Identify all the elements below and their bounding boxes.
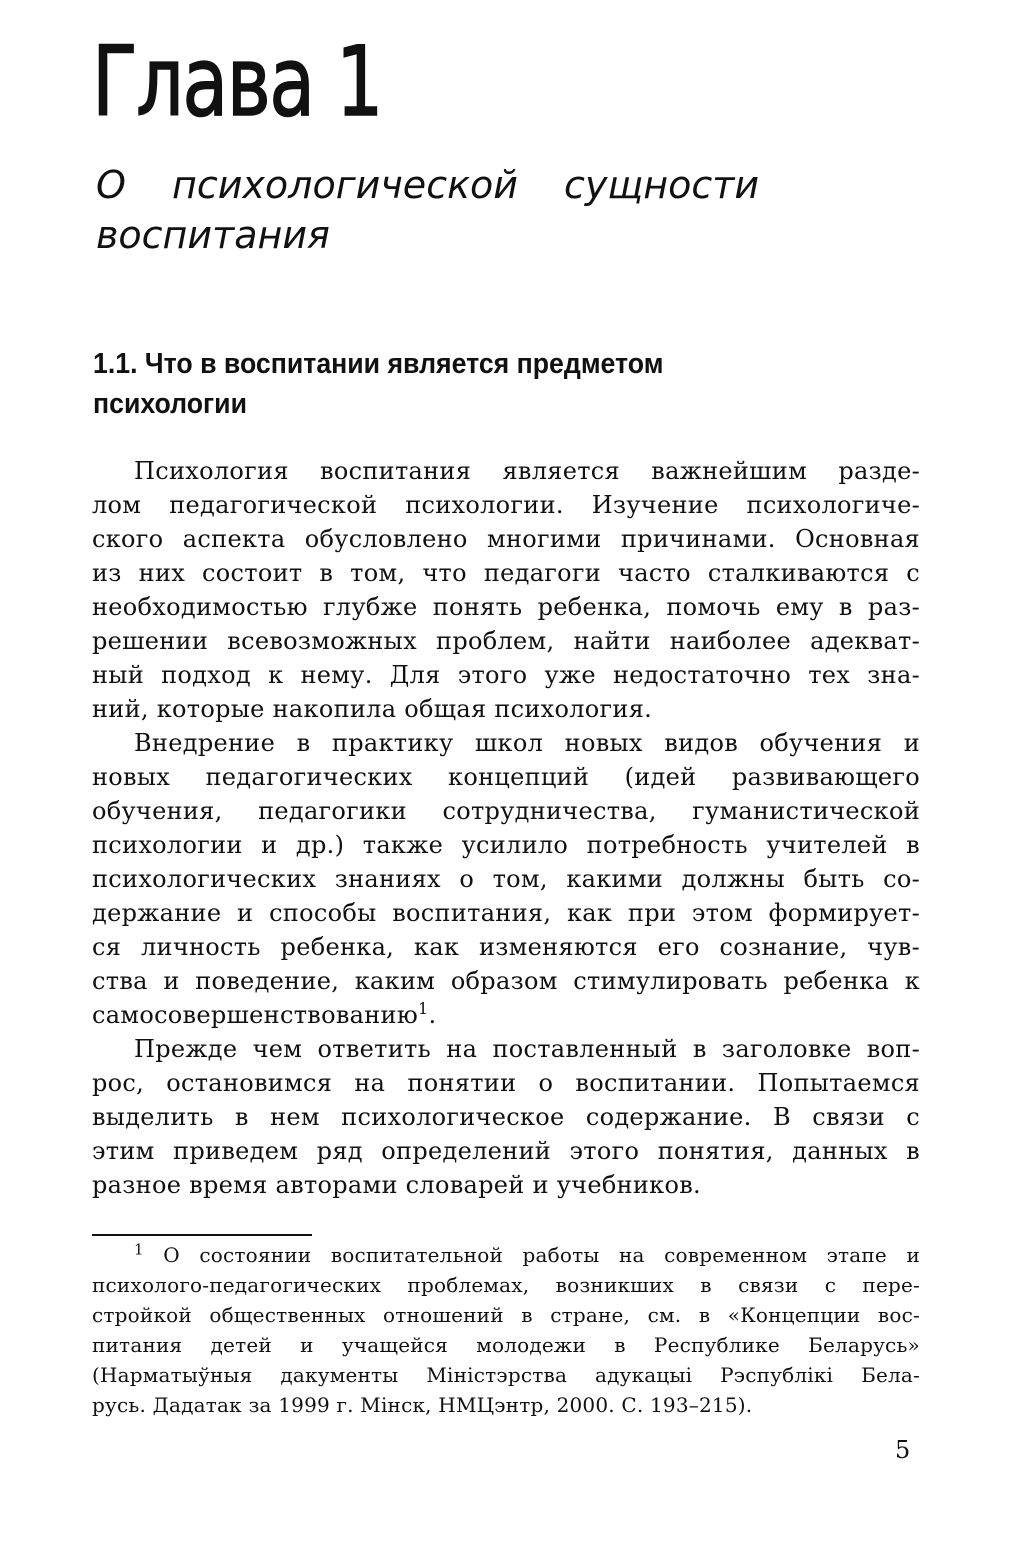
footnote-line: стройкой общественных отношений в стране, см. в «Концепции вос-	[92, 1303, 920, 1327]
text-line: ского аспекта обусловлено многими причинами. Основная	[92, 525, 920, 553]
text-line	[92, 998, 920, 1032]
text-line: лом педагогической психологии. Изучение психологиче-	[92, 491, 920, 519]
section-title-line: психологии	[93, 388, 247, 420]
chapter-subtitle-line: воспитания	[96, 213, 330, 257]
page-number: 5	[895, 1436, 911, 1464]
text-line: разное время авторами словарей и учебников.	[92, 1171, 701, 1199]
footnote-divider	[92, 1234, 312, 1236]
text-line: из них состоит в том, что педагоги часто сталкиваются с	[92, 559, 920, 587]
text-line: обучения, педагогики сотрудничества, гуманистической	[92, 797, 920, 825]
footnote-line: питания детей и учащейся молодежи в Республике Беларусь»	[92, 1333, 920, 1357]
text-line: держание и способы воспитания, как при этом формирует-	[92, 899, 920, 927]
text-line: Прежде чем ответить на поставленный в заголовке воп-	[134, 1035, 920, 1063]
text-fragment: .	[428, 1001, 437, 1029]
footnote-line: психолого-педагогических проблемах, возникших в связи с пере-	[92, 1273, 920, 1297]
paragraph-3	[92, 1032, 920, 1202]
footnote-line: русь. Дадатак за 1999 г. Мінск, НМЦэнтр, 2000. С. 193–215).	[92, 1393, 753, 1417]
chapter-subtitle	[96, 160, 896, 260]
footnote-marker: 1	[134, 1240, 144, 1259]
text-line: ства и поведение, каким образом стимулировать ребенка к	[92, 967, 920, 995]
text-fragment: самосовершенствованию	[92, 1001, 419, 1029]
chapter-subtitle-line: О психологической сущности	[96, 163, 760, 207]
section-title	[93, 344, 847, 424]
text-line: этим приведем ряд определений этого понятия, данных в	[92, 1137, 920, 1165]
text-line: Психология воспитания является важнейшим разде-	[134, 457, 920, 485]
text-line: ся личность ребенка, как изменяются его сознание, чув-	[92, 933, 920, 961]
text-line: ный подход к нему. Для этого уже недостаточно тех зна-	[92, 661, 920, 689]
body-text	[92, 454, 920, 1202]
text-line: ний, которые накопила общая психология.	[92, 695, 653, 723]
text-line: новых педагогических концепций (идей развивающего	[92, 763, 920, 791]
text-line: выделить в нем психологическое содержание. В связи с	[92, 1103, 920, 1131]
chapter-title: Глава 1	[92, 26, 382, 138]
footnote-line	[92, 1240, 920, 1270]
paragraph-1	[92, 454, 920, 726]
paragraph-2	[92, 726, 920, 1032]
text-line: необходимостью глубже понять ребенка, помочь ему в раз-	[92, 593, 920, 621]
footnote-line: (Нарматыўныя дакументы Міністэрства адукацыі Рэспублікі Бела-	[92, 1363, 920, 1387]
section-title-line: 1.1. Что в воспитании является предметом	[93, 348, 664, 380]
text-line: психологических знаниях о том, какими должны быть со-	[92, 865, 920, 893]
footnote-reference[interactable]: 1	[418, 999, 429, 1018]
text-line: рос, остановимся на понятии о воспитании. Попытаемся	[92, 1069, 920, 1097]
text-line: психологии и др.) также усилило потребность учителей в	[92, 831, 920, 859]
footnote	[92, 1240, 920, 1420]
text-fragment: О состоянии воспитательной работы на современном этапе и	[163, 1243, 921, 1267]
text-line: Внедрение в практику школ новых видов обучения и	[134, 729, 920, 757]
text-line: решении всевозможных проблем, найти наиболее адекват-	[92, 627, 920, 655]
